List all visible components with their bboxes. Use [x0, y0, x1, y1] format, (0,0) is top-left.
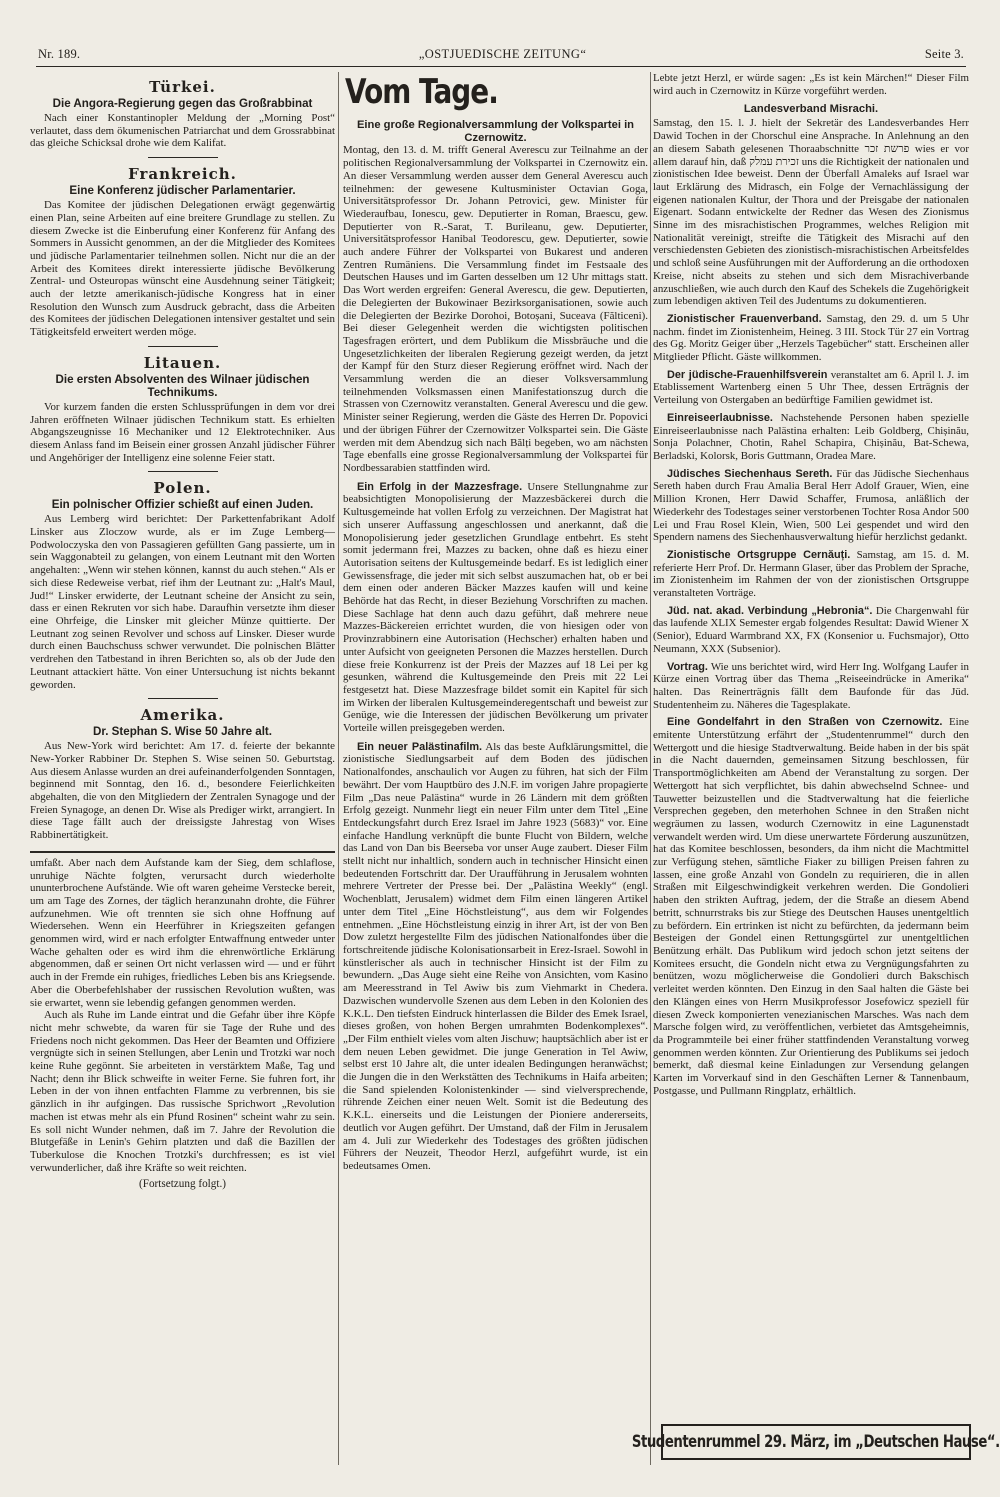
continued-note: (Fortsetzung folgt.) [139, 1178, 226, 1191]
left-column [30, 72, 335, 1465]
section-divider [148, 346, 218, 347]
section-title-vom-tage: Vom Tage. [345, 72, 498, 112]
article-vortrag [653, 661, 969, 712]
article-mazzes [343, 481, 648, 735]
article-palaestinafilm [343, 741, 648, 1173]
article-frauenhilfsverein [653, 369, 969, 407]
headline-angora: Die Angora-Regierung gegen das Großrabbinat [52, 97, 313, 110]
page-number: Seite 3. [924, 46, 964, 61]
headline-frauenhilfsverein: Der jüdische-Frauenhilfsverein [667, 368, 828, 381]
advertisement-box [632, 1424, 1000, 1460]
section-divider [148, 698, 218, 699]
headline-vortrag: Vortrag. [667, 660, 708, 673]
article-body-mazzes: Unsere Stellungnahme zur beabsichtigten Monopolisierung der Mazzesbäckerei durch die Kultusgemeinde hat vollen Erfolg zu verzeichnen. Der Magistrat hat sich unserer Auffassung angeschlossen und anerkannt, daß die Monopolisierung jeder gesetzlichen Grundlage entbehrt. Es steht somit jedermann frei, Mazzes zu backen, ohne daß es hiezu einer Autorisation seitens der Kultusgemeinde bedarf. Es ist lediglich einer Gewissensfrage, die jeder mit sich selbst auszumachen hat, ob er bei dem einen oder anderen Bäcker Mazzes kaufen will und keine Behörde hat das Recht, in dieser Beziehung Vorschriften zu machen. Diese Sachlage hat denn auch dazu geführt, daß mehrere neue Mazzes-Bäckereien errichtet wurden, die von hiesigen oder von Provinzrabbinern eine Autorisation (Hechscher) erhalten haben und unter Aufsicht von geeigneten Personen die Mazzes herstellen. Durch diese freie Konkurrenz ist der Preis der Mazzes auf 18 Lei per kg gesunken, während die Kultusgemeinde den Preis mit 22 Lei festgesetzt hat. Diese Mazzesfrage bildet somit ein Kapitel für sich im Wirken der liberalen Kultusgemeinderegentschaft und beweist zur Genüge, wie die Interessen der jüdischen Bevölkerung um privater Vorteile willen preisgegeben werden. [343, 480, 648, 735]
headline-hebronia: Jüd. nat. akad. Verbindung „Hebronia“. [667, 604, 873, 617]
headline-offizier: Ein polnischer Offizier schießt auf einen Juden. [51, 498, 314, 512]
article-body-palaestinafilm: Als das beste Aufklärungsmittel, die zionistische Siedlungsarbeit auf dem Boden des jüdischen Nationalfondes, anschaulich vor Augen zu führen, hat sich der Film bewährt. Der vom Hauptbüro des J.N.F. im vorigen Jahre propagierte Film „Das neue Palästina“ wurde in 26 Ländern mit dem größten Erfolg gezeigt. Nunmehr liegt ein neuer Film unter dem Titel „Eine Entdeckungsfahrt durch Erez Israel im Jahre 1923 (5683)“ vor. Eine einfache Handlung verknüpft die bunte Flucht von Bildern, welche das Land von Dan bis Beerseba vor unser Auge zaubert. Dieser Film stellt nicht nur inhaltlich, sondern auch in technischer Hinsicht einen bedeutenden Fortschritt dar. Der Uraufführung in Jerusalem wohnten mehrere Vertreter der Presse bei. Der „Palästina Weekly“ (engl. Wochenblatt, Jerusalem) widmet dem Film einen längeren Artikel unter dem Titel „Eine Höchstleistung“, aus dem wir Folgendes entnehmen. „Eine Höchstleistung einzig in ihrer Art, ist der von Ben Dow zuletzt hergestellte Film des jüdischen Nationalfondes über die fortschreitende jüdische Kolonisationsarbeit in Erez-Israel. Sowohl in künstlerischer als auch in technischer Hinsicht ist der Film zu bewundern. „Das Auge sieht eine Reihe von Ansichten, vom Kasino am Meeresstrand in Tel Awiw bis zum Viehmarkt in Chedera. Dazwischen wundervolle Szenen aus dem Leben in den Kolonien des K.K.L. Den tiefsten Eindruck hinterlassen die Bilder des Emek Israel, dieses großen, von hohen Bergen umrahmten Bodenkomplexes“. „Der Film enthielt vieles vom alten Jischuw; hauptsächlich aber ist er dem neuen Leben gewidmet. Die junge Generation in Tel Awiw, selbst erst 10 Jahre alt, die unter idealen Bedingungen heranwächst; die Jungen die in den Werkstätten des Technikums in Haifa arbeiten; die Sand spielenden Kolonistenkinder — sind vielversprechende, rührende Zeichen einer neuen Welt. Somit ist die Bedeutung des K.K.L. einerseits und die Leistungen der Pioniere andererseits, deutlich vor Augen geführt. Der Umstand, daß der Film in Jerusalem am 4. Juli zur Wiederkehr des Todestages des größten jüdischen Führers der Neuzeit, Theodor Herzl, aufgeführt wurde, ist ein bedeutsames Omen. [343, 740, 648, 1172]
headline-einreise: Einreiseerlaubnisse. [667, 411, 773, 424]
masthead-rule [36, 66, 966, 67]
country-heading-tuerkei: Türkei. [149, 78, 216, 96]
article-body-siechenhaus: Für das Jüdische Siechenhaus Sereth haben durch Frau Amalia Beral Herr Adolf Grauer, Wien, eine Million Kronen, Herr Dawid Schaffer, Frumosa, anläßlich der Wiederkehr des Todestages seiner verstorbenen Tochter Rosa Andor 500 Lei und Frau Rosel Klein, Wien, 500 Lei gespendet und wird den Spendern namens des Siechenhausverwaltung hiefür herzlichst gedankt. [653, 467, 969, 544]
article-body-frauenhilfsverein: veranstaltet am 6. April l. J. im Etablissement Wartenberg einen 5 Uhr Thee, dessen Erträgnis der Verteilung von Ostergaben an bedürftige Familien gewidmet ist. [653, 368, 969, 407]
section-divider [148, 471, 218, 472]
advertisement-text: Studentenrummel 29. März, im „Deutschen Hause“. [632, 1432, 1000, 1452]
article-body-angora: Nach einer Konstantinopler Meldung der „Morning Post“ verlautet, dass dem ökumenischen Patriarchat und dem Grossrabbinat das gleiche Schicksal drohe wie dem Kalifat. [30, 112, 335, 150]
article-body-regionalversammlung: Montag, den 13. d. M. trifft General Averescu zur Teilnahme an der politischen Regionalversammlung der Volkspartei in Czernowitz ein. An dieser Versammlung werden ausser dem General Averescu auch teilnehmen: der gewesene Kultusminister Octavian Goga, Universitätsprofessor Dr. Johann Petrovici, gew. Minister für Wiederaufbau, Ionescu, gew. Deputierter in Roman, Braescu, gew. Deputierter von R.-Sarat, T. Burileanu, gew. Deputierter, Universitätsprofessor Hanibal Teodorescu, gew. Deputierter, sowie auch andere Führer der Volkspartei von Bukarest und anderen Zentren Rumäniens. Die Versammlung findet im Festsaale des Deutschen Hauses und im Garten desselben um 12 Uhr mittags statt. Das Wort werden ergreifen: General Averescu, die gew. Deputierten, die Delegierten der Bukowinaer Bezirksorganisationen, sowie auch die Delegierten der Bezirke Dorohoi, Botoșani, Suceava (Fălticeni). Bei dieser Gelegenheit werden die wichtigsten politischen Tagesfragen erörtert, und dem Publikum die Missbräuche und die Ungesetzlichkeiten der liberalen Regierung gezeigt werden, da jetzt der Kampf für den Sturz dieser Regierung eröffnet wird. Nach der Versammlung werden die an dieser Volksversammlung teilnehmenden Volksmassen einen Manifestationszug durch die Strassen von Czernowitz veranstalten. General Averescu und die gew. Minister seiner Regierung, werden die Gäste des Herren Dr. Popovici und der übrigen Führer der Czernowitzer Volkspartei sein. Die Gäste werden mit dem Abendzug sich nach Bălți begeben, wo am nächsten Tage ebenfalls eine grosse Regionalversammlung der Volkspartei für Nordbessarabien stattfinden wird. [343, 144, 648, 474]
newspaper-title: „OSTJUEDISCHE ZEITUNG“ [418, 46, 587, 61]
article-frauenverband [653, 313, 969, 364]
article-body-einreise: Nachstehende Personen haben spezielle Einreiseerlaubnisse nach Palästina erhalten: Leib Goldberg, Chișinău, Sonja Polachner, Chotin, Rahel Schapira, Chișinău, Bat-Schewa, Berladski, Kolorsk, Boris Guttmann, Oradea Mare. [653, 411, 969, 462]
article-body-ortsgruppe: Samstag, am 15. d. M. referierte Herr Prof. Dr. Hermann Glaser, über das Problem der Sprache, im Zionistenheim im Rahmen der von der zionistischen Ortsgruppe veranstalteten Vorträge. [653, 548, 969, 600]
middle-column [343, 72, 648, 1465]
article-body-frauenverband: Samstag, den 29. d. um 5 Uhr nachm. findet im Zionistenheim, Heineg. 3 III. Stock Tür 27 ein Vortrag des Gg. Moritz Geiger über „Herzels Tagebücher“ statt. Erscheinen aller Mitglieder Pflicht. Gäste willkommen. [653, 312, 969, 364]
headline-regionalversammlung: Eine große Regionalversammlung der Volkspartei in Czernowitz. [356, 119, 635, 144]
article-hebronia [653, 605, 969, 656]
article-body-film-end: Lebte jetzt Herzl, er würde sagen: „Es ist kein Märchen!“ Dieser Film wird auch in Czernowitz in Kürze vorgeführt werden. [653, 72, 969, 97]
article-body-offizier: Aus Lemberg wird berichtet: Der Parkettenfabrikant Adolf Linsker aus Zloczow wurde, als er im Zuge Lemberg—Podwoloczyska den von Passagieren gefüllten Gang passierte, um in sein Waggonabteil zu gelangen, von einem Leutnant mit den Worten angehalten: „Wenn wir stehen können, kannst du auch stehen.“ Als er sich diese Redeweise verbat, rief ihm der Leutnant zu: „Halt's Maul, Jud!“ Linsker erwiderte, der Leutnant scheine der Ansicht zu sein, dass er einen Rekruten vor sich habe. Daraufhin versetzte ihm dieser eine Ohrfeige, die Linsker mit gleicher Münze quittierte. Der Leutnant zog seinen Revolver und schoss auf Linsker. Dieser wurde durch einen Bauchschuss schwer verwundet. Die polnischen Blätter verdrehen den Tatbestand in ihren Berichten so, als ob der Jude den Leutnant attackiert hätte. Von einer Untersuchung ist nichts bekannt geworden. [30, 513, 335, 691]
issue-number: Nr. 189. [38, 46, 81, 61]
masthead [38, 42, 964, 66]
headline-ortsgruppe: Zionistische Ortsgruppe Cernăuți. [667, 548, 851, 561]
article-siechenhaus [653, 468, 969, 544]
article-body-misrachi: Samstag, den 15. l. J. hielt der Sekretär des Landesverbandes Herr Dawid Tochen in der Chorschul eine Ansprache. In Anlehnung an den an diesem Sabath gelesenen Thoraabschnitte פרשת זכר wies er vor allem darauf hin, daß זכירת עמלק uns die Richtigkeit der nationalen und zionistischen Idee beweist. Denn der Überfall Amaleks auf Israel war laut Erklärung des Midrasch, ein Folge der Vernachlässigung der eigenen nationalen Kultur, der Thora und der Preisgabe der nationalen Eigenart. Sodann entwickelte der Redner das Wesen des Zionismus Sinne im des misrachistischen Programmes, welches Religion mit Nationalität vereinigt, streifte die Tätigkeit des Misrachi auf den verschiedensten Gebieten des zionistisch-misrachistischen Arbeitsfeldes und schloß seine Ausführungen mit der Aufforderung an die orthodoxen Kreise, nicht abseits zu stehen und sich dem Misrachiverbande anzuschließen, wie auch durch den Kauf des Schekels die Zugehörigkeit zum lebendigen aktiven Teil des Judentums zu dokumentieren. [653, 117, 969, 308]
article-body-vortrag: Wie uns berichtet wird, wird Herr Ing. Wolfgang Laufer in Kürze einen Vortrag über das Thema „Reiseeindrücke in Amerika“ halten. Das Reinerträgnis fällt dem Baufonde für das Jüd. Studentenheim zu. Näheres die Tagesplakate. [653, 660, 969, 711]
article-body-konferenz: Das Komitee der jüdischen Delegationen erwägt gegenwärtig einen Plan, seine Arbeiten auf eine breitere Grundlage zu stellen. Zu diesem Zwecke ist die Einberufung einer Konferenz für Anfang des Sommers in Aussicht genommen, an der die Mitglieder des Komitees und jüdische Parlamentarier teilnehmen sollen. Nicht nur die an der Arbeit des Komitees direkt interessierte jüdische Bevölkerung Zentral- und Osteuropas wünscht eine Ausdehnung seiner Tätigkeit; auch der letzte amerikanisch-jüdische Kongress hat in einer Resolution den Wunsch zum Ausdruck gebracht, dass die Arbeiten des Komitees der jüdischen Delegationen intensiver gestaltet und sein Tätigkeitsfeld erweitert werden möge. [30, 199, 335, 339]
headline-siechenhaus: Jüdisches Siechenhaus Sereth. [667, 467, 833, 480]
headline-mazzes: Ein Erfolg in der Mazzesfrage. [357, 480, 523, 493]
feuilleton-paragraph: umfaßt. Aber nach dem Aufstande kam der Sieg, dem schlaflose, unruhige Nächte folgten, verursacht durch wiederholte ununterbrochene Aufstände. Wie oft waren geheime Verstecke bereit, um am Tage des Zornes, der täglich heranzunahn drohte, die Führer aufzunehmen. Wie oft trennten sie sich ohne Hoffnung auf Wiedersehen. Wenn ein Heerführer in Kriegszeiten gefangen genommen wird, wird er nach erfolgter Entwaffnung entweder unter Wache gehalten oder es wird ihm die ehrenwörtliche Erklärung abgenommen, daß er seinen Ort nicht verlassen wird — und er führt auch in der Fremde ein ruhiges, friedliches Leben bis ans Kriegsende. Aber die Oberbefehlshaber der russischen Revolution wußten, was sie erwartet, wenn sie lebendig gefangen genommen werden. [30, 856, 335, 1009]
article-body-wise: Aus New-York wird berichtet: Am 17. d. feierte der bekannte New-Yorker Rabbiner Dr. Stephen S. Wise seinen 50. Geburtstag. Aus diesem Anlasse wurden an drei aufeinanderfolgenden Sonntagen, beginnend mit Sonntag, den 16. d., besondere Feierlichkeiten abgehalten, die von den Mitgliedern der Zentralen Synagoge und der Freien Synagoge, an denen Dr. Wise als Prediger wirkt, arrangiert. In diese Tage fällt auch der dreissigste Jahrestag von Wises Rabbinertätigkeit. [30, 740, 335, 842]
country-heading-amerika: Amerika. [140, 706, 225, 725]
feuilleton-paragraph: Auch als Ruhe im Lande eintrat und die Gefahr über ihre Köpfe nicht mehr schwebte, da waren für sie Tage der Ruhe und des Friedens noch nicht gekommen. Das Heer der Beamten und Offiziere vergnügte sich in seinen Stellungen, aber Lenin und Trotzki war noch keine Ruhe gegönnt. Sie arbeiteten in verstärktem Maße, Tag und Nacht; denn ihr Blick schweifte in weiter Ferne. Sie fuhren fort, ihr Leben in der von ihnen entfachten Flamme zu verbrennen, bis sie gänzlich in ihr aufgingen. Das russische Sprichwort „Revolution machen ist etwas mehr als ein Pfund Rosinen“ scheint wahr zu sein. Es soll nicht Wunder nehmen, daß im 7. Jahre der Revolution die Blutgefäße in Lenin's Gehirn platzten und daß die Bazillen der Tuberkulose die Knochen Trotzki's durchfressen; es ist viel verwunderlicher, daß ihre Kräfte so weit reichten. [30, 1009, 335, 1174]
article-einreise [653, 412, 969, 463]
headline-konferenz: Eine Konferenz jüdischer Parlamentarier. [69, 184, 296, 198]
headline-wilna: Die ersten Absolventen des Wilnaer jüdischen Technikums. [55, 372, 310, 399]
headline-wise: Dr. Stephan S. Wise 50 Jahre alt. [92, 725, 273, 739]
country-heading-frankreich: Frankreich. [128, 165, 237, 184]
country-heading-polen: Polen. [153, 479, 212, 498]
country-heading-litauen: Litauen. [143, 353, 222, 372]
headline-frauenverband: Zionistischer Frauenverband. [667, 312, 822, 325]
headline-palaestinafilm: Ein neuer Palästinafilm. [357, 740, 483, 753]
right-column [653, 72, 969, 1465]
feuilleton-rule [30, 851, 335, 853]
article-body-hebronia: Die Chargenwahl für das laufende XLIX Semester ergab folgendes Resultat: Dawid Wiener X (Senior), Eduard Warmbrand XX, FX (Konsenior u. Fuchsmajor), Otto Neumann, XXX (Subsenior). [653, 604, 969, 655]
section-divider [148, 157, 218, 158]
article-body-gondelfahrt: Eine emitente Unterstützung erfährt der „Studentenrummel“ durch den Wettergott und die hiesige Stadtverwaltung. Beide haben in der bis spät in die Nacht dauernden, gemeinsamen Sitzung beschlossen, für Transportmöglichkeiten am Abend der Veranstaltung zu sorgen. Der Wettergott hat sich verpflichtet, bis dahin abwechselnd Schnee- und Tauwetter beizustellen und die Stadtverwaltung hat die feierliche Versprechen gegeben, den meterhohen Schnee in den Straßen nicht wegräumen zu lassen, wodurch Czernowitz in eine Lagunenstadt verwandelt werden wird. Um diese unerwartete Förderung auszunützen, hat das Komitee beschlossen, besonders, da ihm nicht die Machtmittel zur Verfügung stehen, sämtliche Fiaker zu billigen Preisen fahren zu lassen, eine große Anzahl von Gondeln zu requirieren, die in allen Straßen mit Eilgeschwindigkeit verkehren werden. Die Gondolieri haben den strikten Auftrag, jedem, der die Straße an diesem Abend betritt, schnurrstraks bis zur Stiege des Deutschen Hauses unentgeltlich zu befördern. Ein ertrinken ist nicht zu befürchten, da jedermann beim Besteigen der Gondel einen Rettungsgürtel zur unentgeltlichen Benützung erhält. Das Publikum wird jedoch schon jetzt seitens der Komitees ersucht, die Gondeln nicht etwa zu Vergnügungsfahrten zu benützen, wozu möglicherweise die Gondolieri durch Bakschisch verleitet werden könnten. Den Einzug in den Saal halten die Gäste bei den Klängen eines von Herrn Musikprofessor Josefowicz speziell für diesen Zweck komponierten venezianischen Marsches. Was nach dem Marsche folgen wird, zu veröffentlichen, verbietet das Amtsgeheimnis, da Programmteile bei einer früher stattfindenden Veranstaltung vorweg genommen werden könnten. Zur Orientierung des Publikums sei jedoch bemerkt, daß diesmal keine Einladungen zur Versendung gelangen Karten im Vorverkauf sind in den Geschäften Lerner & Tannenbaum, Postgasse, und Pullmann Ringplatz, erhältlich. [653, 716, 969, 1097]
article-gondelfahrt [653, 716, 969, 1097]
headline-misrachi: Landesverband Misrachi. [743, 103, 879, 116]
article-ortsgruppe [653, 549, 969, 600]
headline-gondelfahrt: Eine Gondelfahrt in den Straßen von Czernowitz. [667, 716, 943, 729]
article-body-wilna: Vor kurzem fanden die ersten Schlussprüfungen in dem vor drei Jahren eröffneten Wilnaer jüdischen Technikum statt. Es erhielten Abgangszeugnisse 16 Mechaniker und 12 Elektrotechniker. Aus diesem Anlass fand im Beisein einer grossen Anzahl jüdischer Führer und Angehöriger der Intelligenz eine solenne Feier statt. [30, 400, 335, 464]
column-divider [338, 72, 339, 1465]
column-divider [650, 72, 651, 1465]
